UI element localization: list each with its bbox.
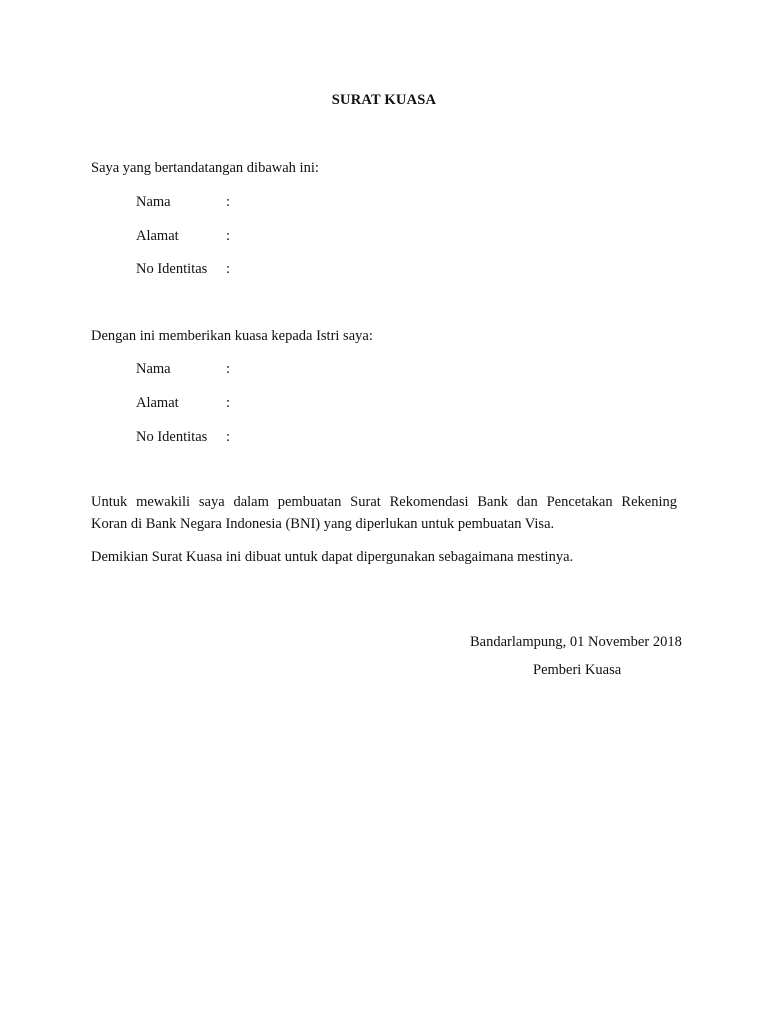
closing-statement: Demikian Surat Kuasa ini dibuat untuk dapat dipergunakan sebagaimana mestinya. — [91, 549, 574, 565]
body-paragraph-line2: Koran di Bank Negara Indonesia (BNI) yang diperlukan untuk pembuatan Visa. — [91, 516, 555, 532]
section2-intro: Dengan ini memberikan kuasa kepada Istri saya: — [91, 328, 373, 344]
section1-field-label-alamat: Alamat — [136, 228, 179, 244]
section1-field-label-nama: Nama — [136, 194, 171, 210]
section2-field-label-nama: Nama — [136, 361, 171, 377]
section1-field-colon-alamat: : — [226, 228, 231, 244]
section1-field-colon-nama: : — [226, 194, 231, 210]
section2-field-colon-nama: : — [226, 361, 231, 377]
section2-field-colon-no-identitas: : — [226, 429, 231, 445]
section2-field-label-alamat: Alamat — [136, 395, 179, 411]
body-paragraph-line1: Untuk mewakili saya dalam pembuatan Surat Rekomendasi Bank dan Pencetakan Rekening — [91, 494, 677, 510]
section2-field-colon-alamat: : — [226, 395, 231, 411]
section1-field-label-no-identitas: No Identitas — [136, 261, 208, 277]
place-date: Bandarlampung, 01 November 2018 — [470, 634, 682, 650]
section1-field-colon-no-identitas: : — [226, 261, 231, 277]
signer-label: Pemberi Kuasa — [533, 662, 622, 678]
document-title: SURAT KUASA — [331, 92, 437, 108]
section1-intro: Saya yang bertandatangan dibawah ini: — [91, 160, 319, 176]
section2-field-label-no-identitas: No Identitas — [136, 429, 208, 445]
